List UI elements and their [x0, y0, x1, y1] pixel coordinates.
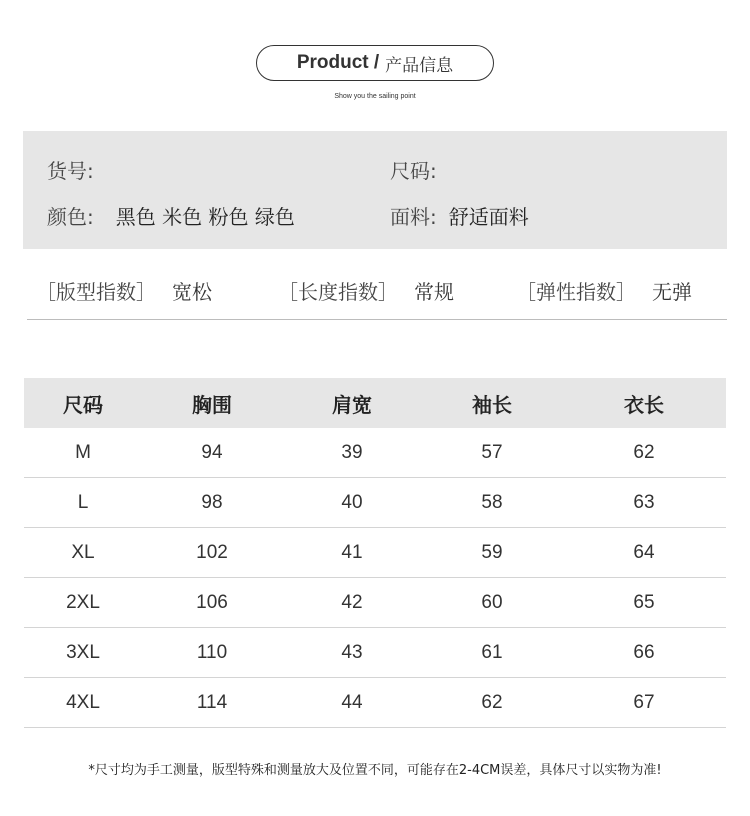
fabric-value: 舒适面料 [448, 205, 529, 229]
section-title-pill [256, 45, 494, 81]
header-length: 衣长 [562, 378, 726, 428]
cell-chest: 114 [142, 678, 282, 728]
cell-size: 4XL [24, 678, 142, 728]
cell-length: 65 [562, 578, 726, 628]
length-index-label: ［长度指数］ [278, 280, 398, 304]
cell-sleeve: 60 [422, 578, 562, 628]
cell-shoulder: 40 [282, 478, 422, 528]
table-row [24, 628, 726, 678]
fabric-field [390, 201, 529, 230]
table-row [24, 578, 726, 628]
header-shoulder: 肩宽 [282, 378, 422, 428]
fabric-label: 面料: [390, 205, 437, 229]
length-index [278, 276, 454, 305]
header-sleeve: 袖长 [422, 378, 562, 428]
cell-shoulder: 43 [282, 628, 422, 678]
section-subtitle: Show you the sailing point [334, 93, 416, 100]
cell-chest: 106 [142, 578, 282, 628]
cell-shoulder: 42 [282, 578, 422, 628]
table-header-row [24, 378, 726, 428]
cell-size: 2XL [24, 578, 142, 628]
fit-index [36, 276, 212, 305]
item-number-field [47, 155, 106, 184]
fit-index-value: 宽松 [172, 280, 212, 304]
cell-size: L [24, 478, 142, 528]
cell-sleeve: 62 [422, 678, 562, 728]
elasticity-index [516, 276, 692, 305]
color-value: 黑色 米色 粉色 绿色 [115, 205, 295, 229]
header-chest: 胸围 [142, 378, 282, 428]
cell-shoulder: 39 [282, 428, 422, 478]
cell-size: M [24, 428, 142, 478]
length-index-value: 常规 [414, 280, 454, 304]
cell-chest: 110 [142, 628, 282, 678]
size-field [390, 155, 449, 184]
cell-chest: 94 [142, 428, 282, 478]
cell-length: 62 [562, 428, 726, 478]
cell-length: 66 [562, 628, 726, 678]
section-title-zh: 产品信息 [385, 55, 454, 76]
section-title-en: Product / [296, 52, 380, 73]
cell-length: 63 [562, 478, 726, 528]
color-field [47, 201, 295, 230]
table-row [24, 678, 726, 728]
size-chart-table [24, 378, 726, 728]
table-row [24, 528, 726, 578]
cell-sleeve: 61 [422, 628, 562, 678]
elasticity-index-label: ［弹性指数］ [516, 280, 636, 304]
cell-size: XL [24, 528, 142, 578]
color-label: 颜色: [47, 205, 94, 229]
cell-sleeve: 58 [422, 478, 562, 528]
table-row [24, 478, 726, 528]
cell-shoulder: 44 [282, 678, 422, 728]
size-label: 尺码: [390, 159, 437, 183]
item-number-label: 货号: [47, 159, 94, 183]
cell-sleeve: 59 [422, 528, 562, 578]
fit-index-label: ［版型指数］ [36, 280, 156, 304]
cell-shoulder: 41 [282, 528, 422, 578]
elasticity-index-value: 无弹 [652, 280, 692, 304]
cell-length: 64 [562, 528, 726, 578]
cell-length: 67 [562, 678, 726, 728]
header-size: 尺码 [24, 378, 142, 428]
cell-sleeve: 57 [422, 428, 562, 478]
measurement-footnote: *尺寸均为手工测量，版型特殊和测量放大及位置不同，可能存在2-4CM误差，具体尺寸以实物为准! [88, 763, 662, 778]
cell-chest: 102 [142, 528, 282, 578]
index-divider [27, 319, 727, 320]
table-row [24, 428, 726, 478]
cell-size: 3XL [24, 628, 142, 678]
product-info-box [23, 131, 727, 249]
cell-chest: 98 [142, 478, 282, 528]
